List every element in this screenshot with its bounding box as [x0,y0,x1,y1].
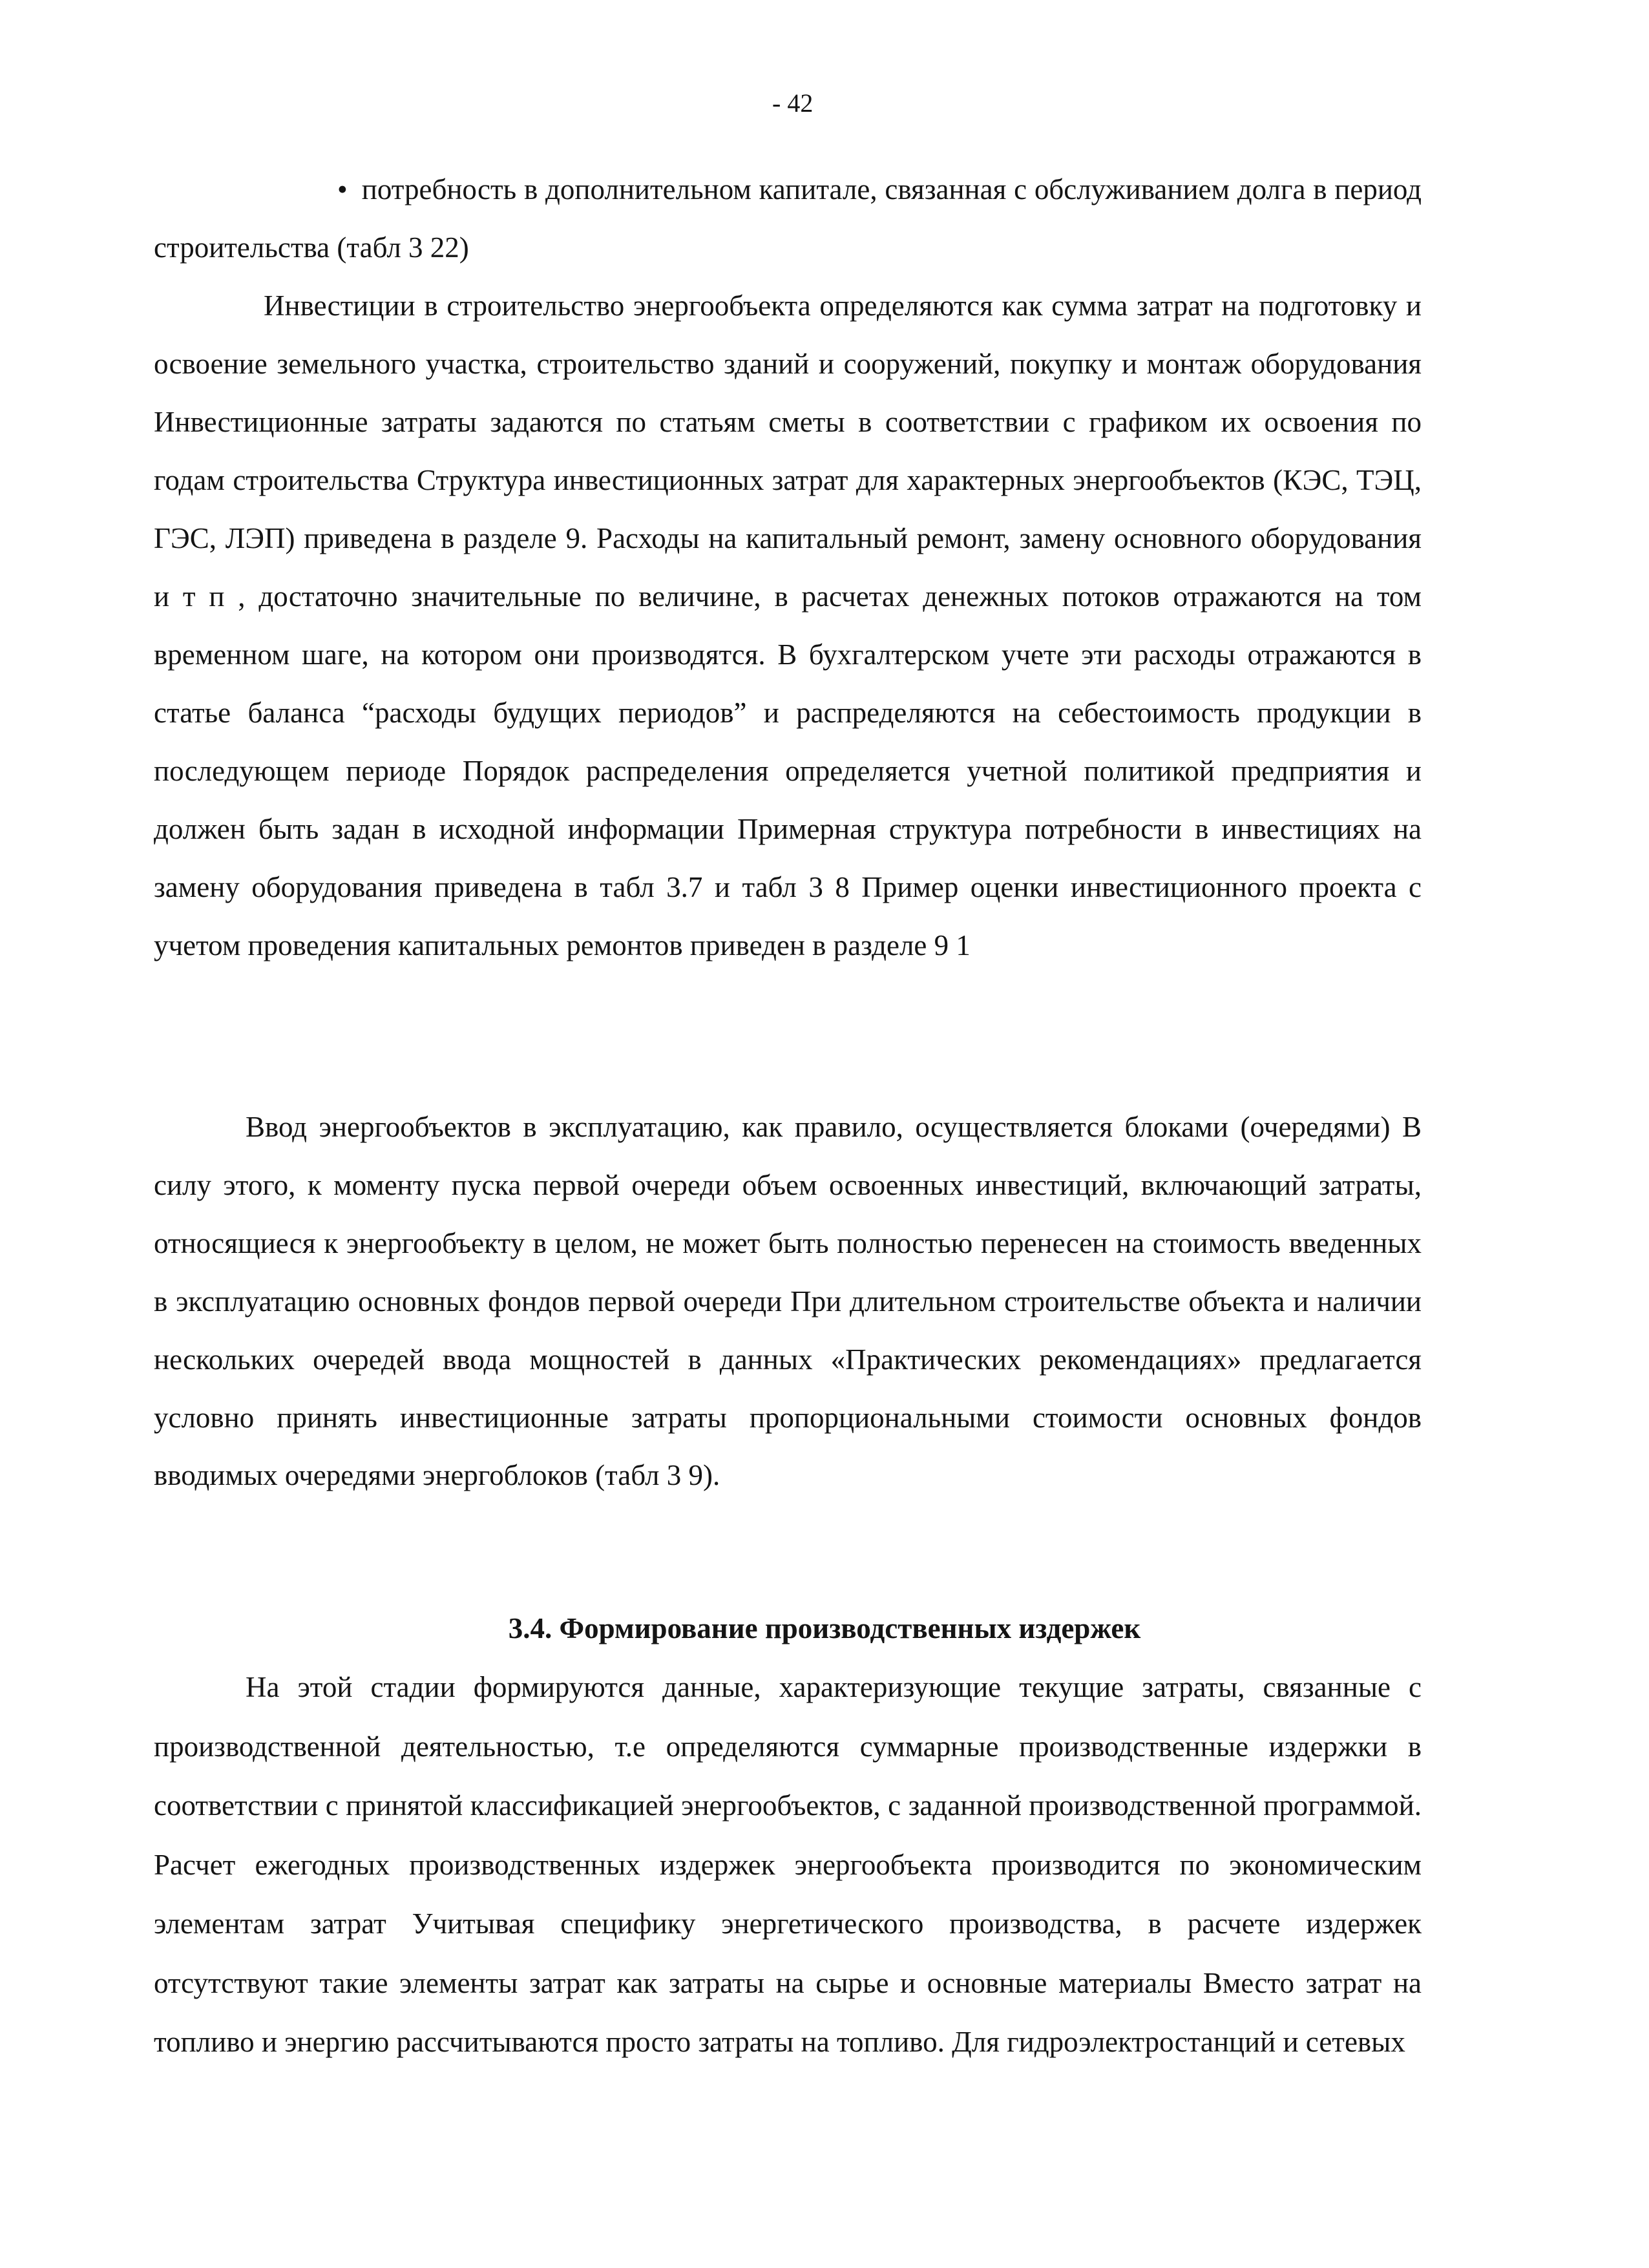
bullet-text: потребность в дополнительном капитале, связанная с обслуживанием долга в период строительства (табл 3 22) [154,173,1422,264]
costs-paragraph: На этой стадии формируются данные, характеризующие текущие затраты, связанные с производственной деятельностью, т.е определяются суммарные производственные издержки в соответствии с принятой классификацией энергообъектов, с заданной производственной программой. Расчет ежегодных производственных издержек энергообъекта производится по экономическим элементам затрат Учитывая специфику энергетического производства, в расчете издержек отсутствуют такие элементы затрат как затраты на сырье и основные материалы Вместо затрат на топливо и энергию рассчитываются просто затраты на топливо. Для гидроэлектростанций и сетевых [154,1671,1422,2058]
bullet-icon: • [337,173,348,205]
bullet-list-item [154,160,1422,277]
commissioning-paragraph: Ввод энергообъектов в эксплуатацию, как правило, осуществляется блоками (очередями) В силу этого, к моменту пуска первой очереди объем освоенных инвестиций, включающий затраты, относящиеся к энергообъекту в целом, не может быть полностью перенесен на стоимость введенных в эксплуатацию основных фондов первой очереди При длительном строительстве объекта и наличии нескольких очередей ввода мощностей в данных «Практических рекомендациях» предлагается условно принять инвестиционные затраты пропорциональными стоимости основных фондов вводимых очередями энергоблоков (табл 3 9). [154,1111,1422,1492]
investments-paragraph-block [154,277,1422,974]
page-number: - 42 [772,89,814,118]
costs-paragraph-block [154,1658,1422,2072]
investments-paragraph: Инвестиции в строительство энергообъекта определяются как сумма затрат на подготовку и освоение земельного участка, строительство зданий и сооружений, покупку и монтаж оборудования Инвестиционные затраты задаются по статьям сметы в соответствии с графиком их освоения по годам строительства Структура инвестиционных затрат для характерных энергообъектов (КЭС, ТЭЦ, ГЭС, ЛЭП) приведена в разделе 9. Расходы на капитальный ремонт, замену основного оборудования и т п , достаточно значительные по величине, в расчетах денежных потоков отражаются на том временном шаге, на котором они производятся. В бухгалтерском учете эти расходы отражаются в статье баланса “расходы будущих периодов” и распределяются на себестоимость продукции в последующем периоде Порядок распределения определяется учетной политикой предприятия и должен быть задан в исходной информации Примерная структура потребности в инвестициях на замену оборудования приведена в табл 3.7 и табл 3 8 Пример оценки инвестиционного проекта с учетом проведения капитальных ремонтов приведен в разделе 9 1 [154,289,1422,961]
commissioning-paragraph-block [154,1098,1422,1505]
bullet-paragraph [154,160,1422,277]
section-heading: 3.4. Формирование производственных издержек [508,1612,1141,1644]
